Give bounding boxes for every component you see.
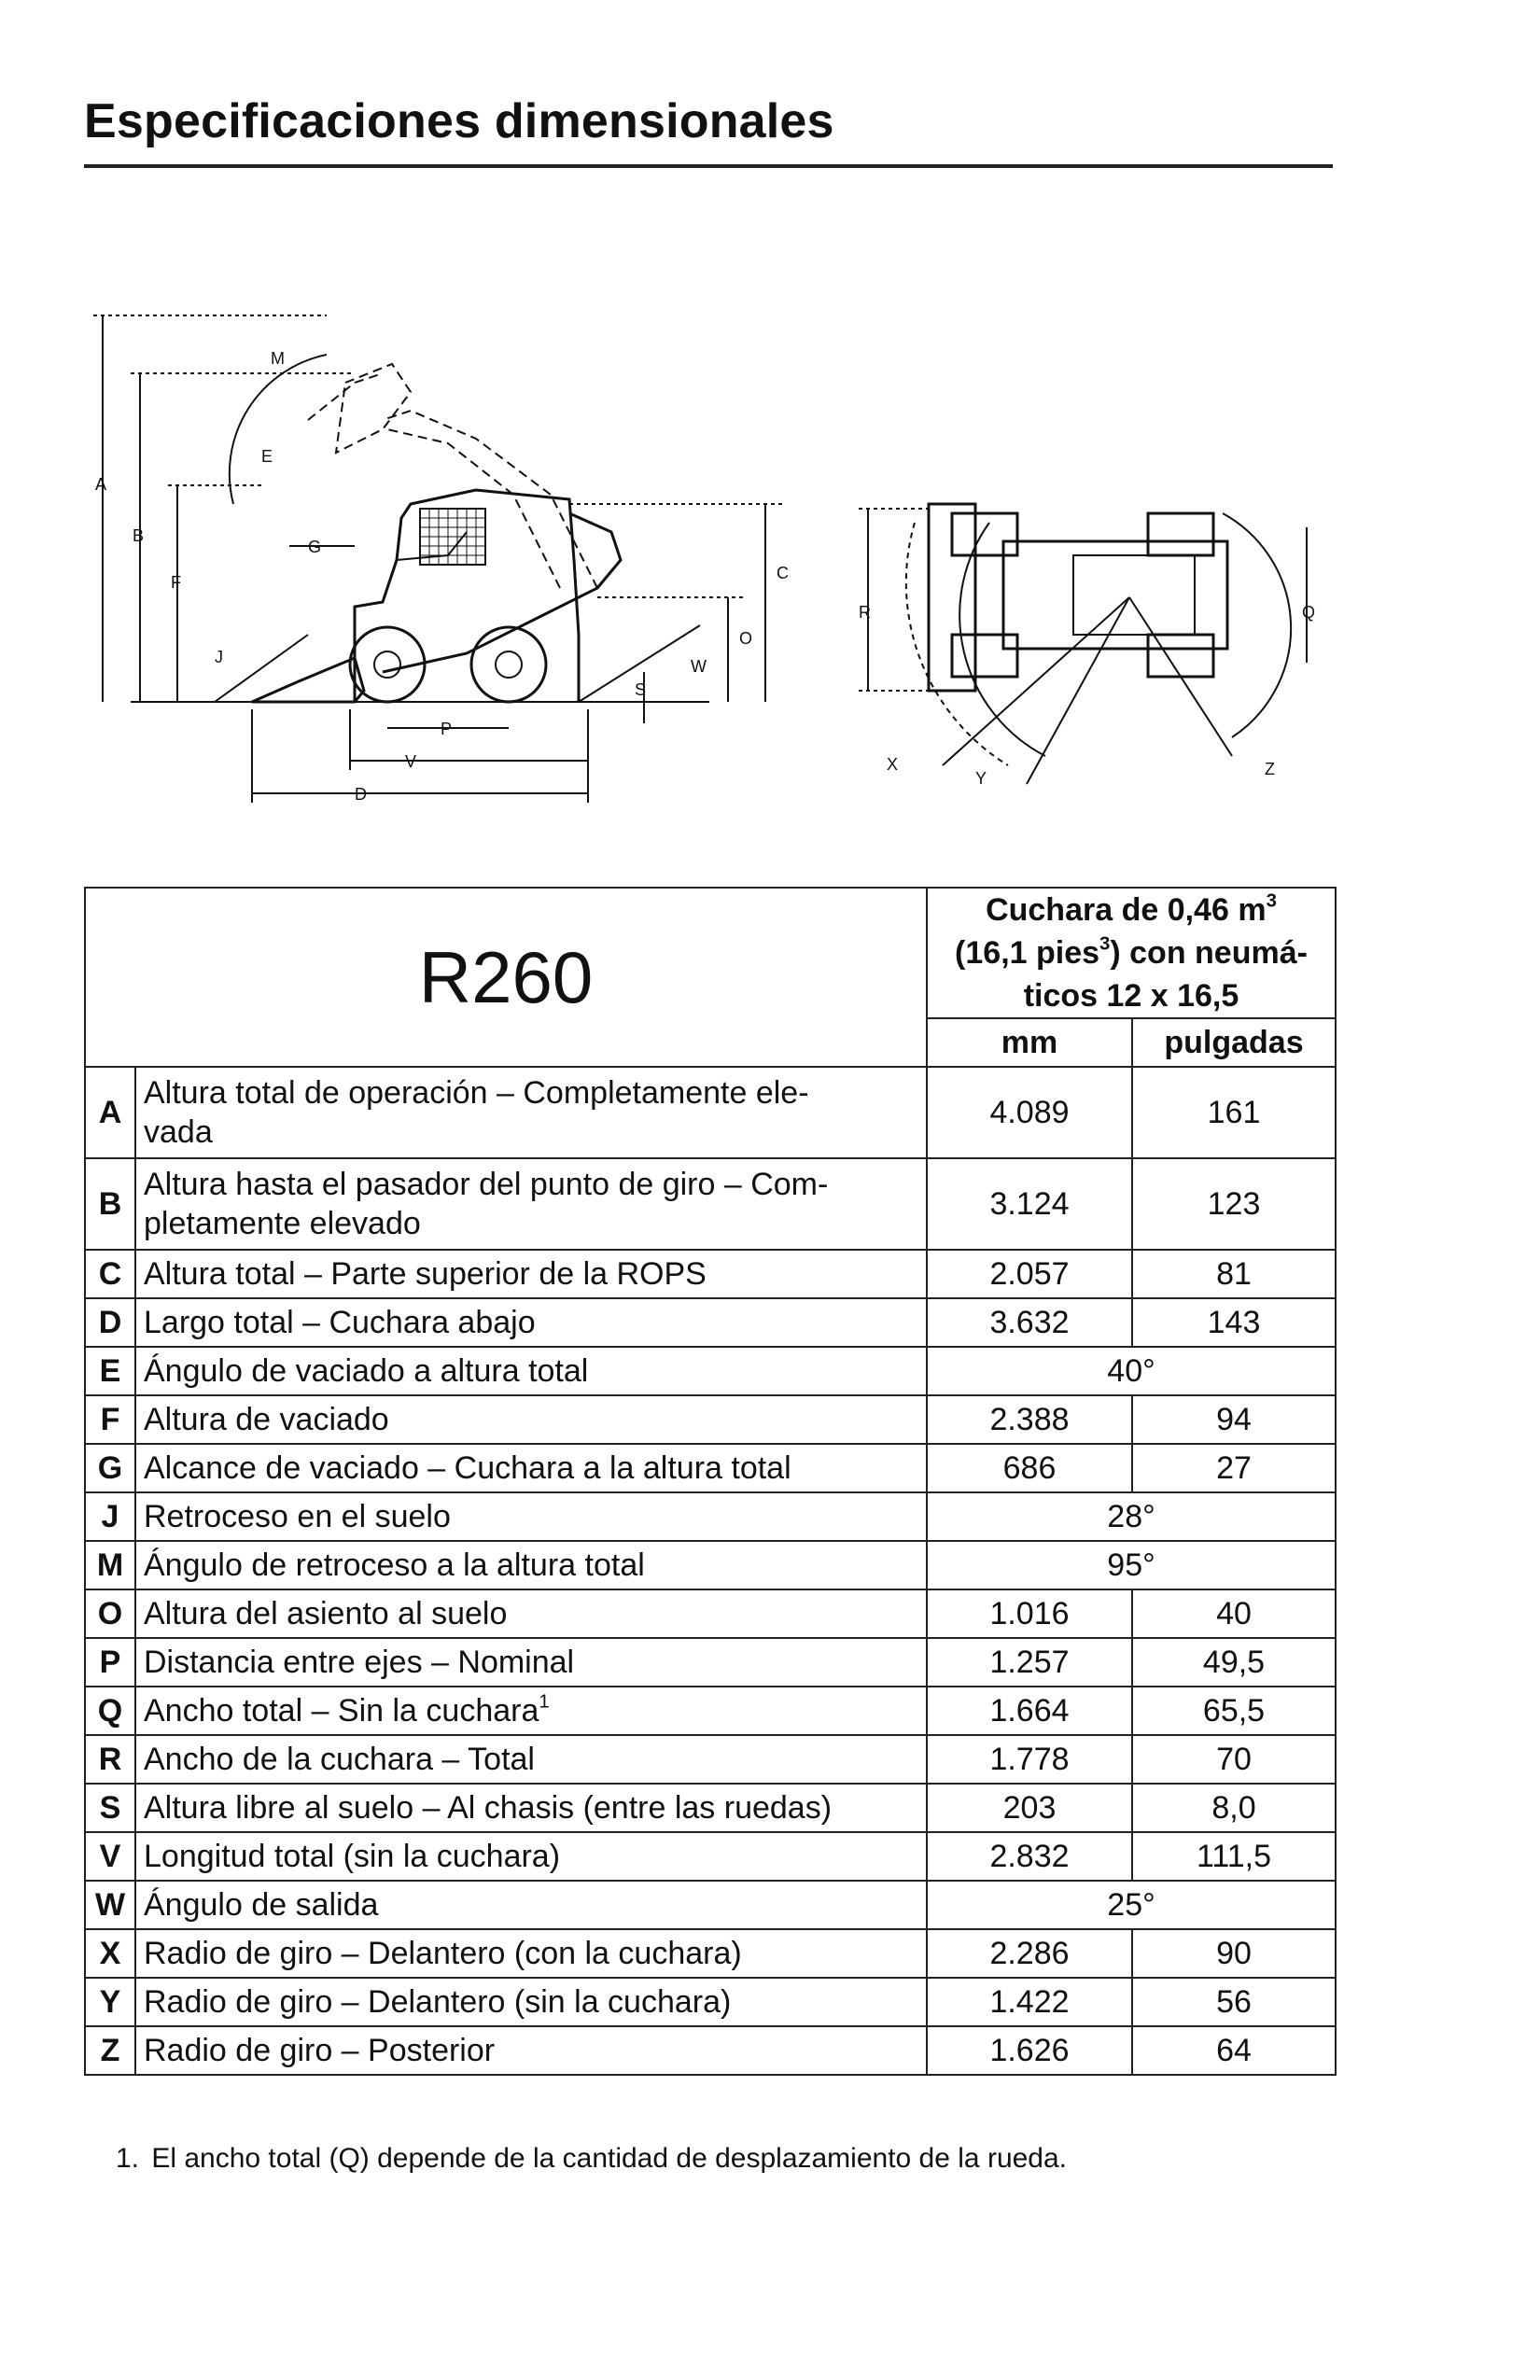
top-view-drawing — [859, 504, 1307, 784]
label-D: D — [355, 785, 367, 804]
row-in: 123 — [1132, 1158, 1336, 1250]
row-in: 90 — [1132, 1929, 1336, 1978]
row-angle: 28° — [927, 1492, 1336, 1541]
label-Q: Q — [1302, 603, 1316, 622]
label-M: M — [271, 349, 285, 368]
table-row — [85, 1158, 1336, 1250]
row-mm: 2.388 — [927, 1395, 1132, 1444]
unit-mm-header: mm — [927, 1018, 1132, 1067]
row-description: Ancho de la cuchara – Total — [135, 1735, 927, 1784]
dimension-diagram — [75, 280, 1344, 840]
label-J: J — [215, 648, 223, 666]
label-V: V — [405, 752, 417, 771]
row-description: Altura total – Parte superior de la ROPS — [135, 1250, 927, 1298]
row-in: 111,5 — [1132, 1832, 1336, 1881]
dimensions-table — [84, 887, 1337, 2076]
label-P: P — [441, 720, 453, 738]
row-letter: G — [85, 1444, 135, 1492]
row-mm: 686 — [927, 1444, 1132, 1492]
row-description: Altura total de operación – Completamente ele- vada — [135, 1067, 927, 1158]
table-row — [85, 1347, 1336, 1395]
footnote — [116, 2143, 1067, 2175]
row-in: 70 — [1132, 1735, 1336, 1784]
label-F: F — [171, 573, 181, 592]
row-letter: P — [85, 1638, 135, 1687]
table-row — [85, 1638, 1336, 1687]
row-description: Ancho total – Sin la cuchara$^1$ — [135, 1687, 927, 1735]
label-O: O — [739, 629, 753, 648]
label-E: E — [261, 447, 273, 466]
row-mm: 1.016 — [927, 1589, 1132, 1638]
table-row — [85, 1784, 1336, 1832]
table-row — [85, 1067, 1336, 1158]
title-underline — [84, 164, 1333, 168]
row-letter: D — [85, 1298, 135, 1347]
row-in: 49,5 — [1132, 1638, 1336, 1687]
row-in: 8,0 — [1132, 1784, 1336, 1832]
row-letter: S — [85, 1784, 135, 1832]
footnote-ref: 1 — [539, 1691, 550, 1713]
table-row — [85, 1589, 1336, 1638]
model-name: R260 — [85, 888, 927, 1067]
label-Z: Z — [1265, 760, 1275, 778]
row-letter: B — [85, 1158, 135, 1250]
row-mm: 1.778 — [927, 1735, 1132, 1784]
row-angle: 40° — [927, 1347, 1336, 1395]
row-description: Ángulo de vaciado a altura total — [135, 1347, 927, 1395]
row-angle: 95° — [927, 1541, 1336, 1589]
row-in: 40 — [1132, 1589, 1336, 1638]
row-in: 94 — [1132, 1395, 1336, 1444]
row-in: 81 — [1132, 1250, 1336, 1298]
label-G: G — [308, 538, 322, 556]
row-description: Altura hasta el pasador del punto de giro – Com- pletamente elevado — [135, 1158, 927, 1250]
table-row — [85, 2026, 1336, 2075]
row-description: Radio de giro – Posterior — [135, 2026, 927, 2075]
row-description: Alcance de vaciado – Cuchara a la altura total — [135, 1444, 927, 1492]
row-description: Longitud total (sin la cuchara) — [135, 1832, 927, 1881]
table-row — [85, 1541, 1336, 1589]
row-mm: 1.626 — [927, 2026, 1132, 2075]
row-letter: X — [85, 1929, 135, 1978]
row-description: Largo total – Cuchara abajo — [135, 1298, 927, 1347]
row-mm: 4.089 — [927, 1067, 1132, 1158]
row-description: Distancia entre ejes – Nominal — [135, 1638, 927, 1687]
table-row — [85, 1881, 1336, 1929]
table-row — [85, 1735, 1336, 1784]
row-mm: 2.832 — [927, 1832, 1132, 1881]
footnote-text: El ancho total (Q) depende de la cantidad de desplazamiento de la rueda. — [151, 2143, 1068, 2174]
row-description: Retroceso en el suelo — [135, 1492, 927, 1541]
table-row — [85, 1298, 1336, 1347]
row-letter: C — [85, 1250, 135, 1298]
row-mm: 203 — [927, 1784, 1132, 1832]
row-mm: 1.422 — [927, 1978, 1132, 2026]
row-in: 161 — [1132, 1067, 1336, 1158]
label-A: A — [95, 475, 107, 494]
label-R: R — [859, 603, 871, 622]
row-mm: 1.257 — [927, 1638, 1132, 1687]
row-mm: 1.664 — [927, 1687, 1132, 1735]
row-in: 143 — [1132, 1298, 1336, 1347]
row-letter: W — [85, 1881, 135, 1929]
footnote-number: 1. — [116, 2143, 140, 2174]
row-description: Altura de vaciado — [135, 1395, 927, 1444]
row-letter: A — [85, 1067, 135, 1158]
page-title: Especificaciones dimensionales — [84, 94, 834, 148]
row-letter: R — [85, 1735, 135, 1784]
bucket-header: Cuchara de 0,46 $m^3$ (16,1 pies$^3$) con neumá- ticos 12 x 16,5 — [927, 888, 1336, 1018]
row-letter: O — [85, 1589, 135, 1638]
row-in: 27 — [1132, 1444, 1336, 1492]
table-row — [85, 1978, 1336, 2026]
row-letter: M — [85, 1541, 135, 1589]
row-description: Altura del asiento al suelo — [135, 1589, 927, 1638]
row-mm: 3.632 — [927, 1298, 1132, 1347]
row-letter: Y — [85, 1978, 135, 2026]
label-X: X — [887, 755, 899, 774]
label-C: C — [777, 564, 789, 582]
row-letter: J — [85, 1492, 135, 1541]
row-description: Ángulo de retroceso a la altura total — [135, 1541, 927, 1589]
row-description: Radio de giro – Delantero (con la cuchara) — [135, 1929, 927, 1978]
row-letter: V — [85, 1832, 135, 1881]
row-angle: 25° — [927, 1881, 1336, 1929]
side-view-drawing — [93, 315, 784, 803]
row-in: 64 — [1132, 2026, 1336, 2075]
table-row — [85, 1444, 1336, 1492]
table-row — [85, 1832, 1336, 1881]
table-row — [85, 1687, 1336, 1735]
label-B: B — [133, 526, 145, 545]
row-description: Radio de giro – Delantero (sin la cuchara) — [135, 1978, 927, 2026]
table-row — [85, 1492, 1336, 1541]
row-letter: E — [85, 1347, 135, 1395]
row-letter: F — [85, 1395, 135, 1444]
table-row — [85, 1250, 1336, 1298]
row-mm: 3.124 — [927, 1158, 1132, 1250]
side-view-labels — [95, 349, 789, 804]
row-in: 65,5 — [1132, 1687, 1336, 1735]
top-view-labels — [859, 603, 1315, 788]
row-mm: 2.057 — [927, 1250, 1132, 1298]
label-W: W — [691, 657, 707, 676]
unit-in-header: pulgadas — [1132, 1018, 1336, 1067]
label-S: S — [635, 680, 647, 699]
row-description: Altura libre al suelo – Al chasis (entre las ruedas) — [135, 1784, 927, 1832]
table-row — [85, 1395, 1336, 1444]
row-mm: 2.286 — [927, 1929, 1132, 1978]
row-in: 56 — [1132, 1978, 1336, 2026]
row-letter: Z — [85, 2026, 135, 2075]
row-letter: Q — [85, 1687, 135, 1735]
label-Y: Y — [975, 769, 987, 788]
row-description: Ángulo de salida — [135, 1881, 927, 1929]
table-row — [85, 1929, 1336, 1978]
